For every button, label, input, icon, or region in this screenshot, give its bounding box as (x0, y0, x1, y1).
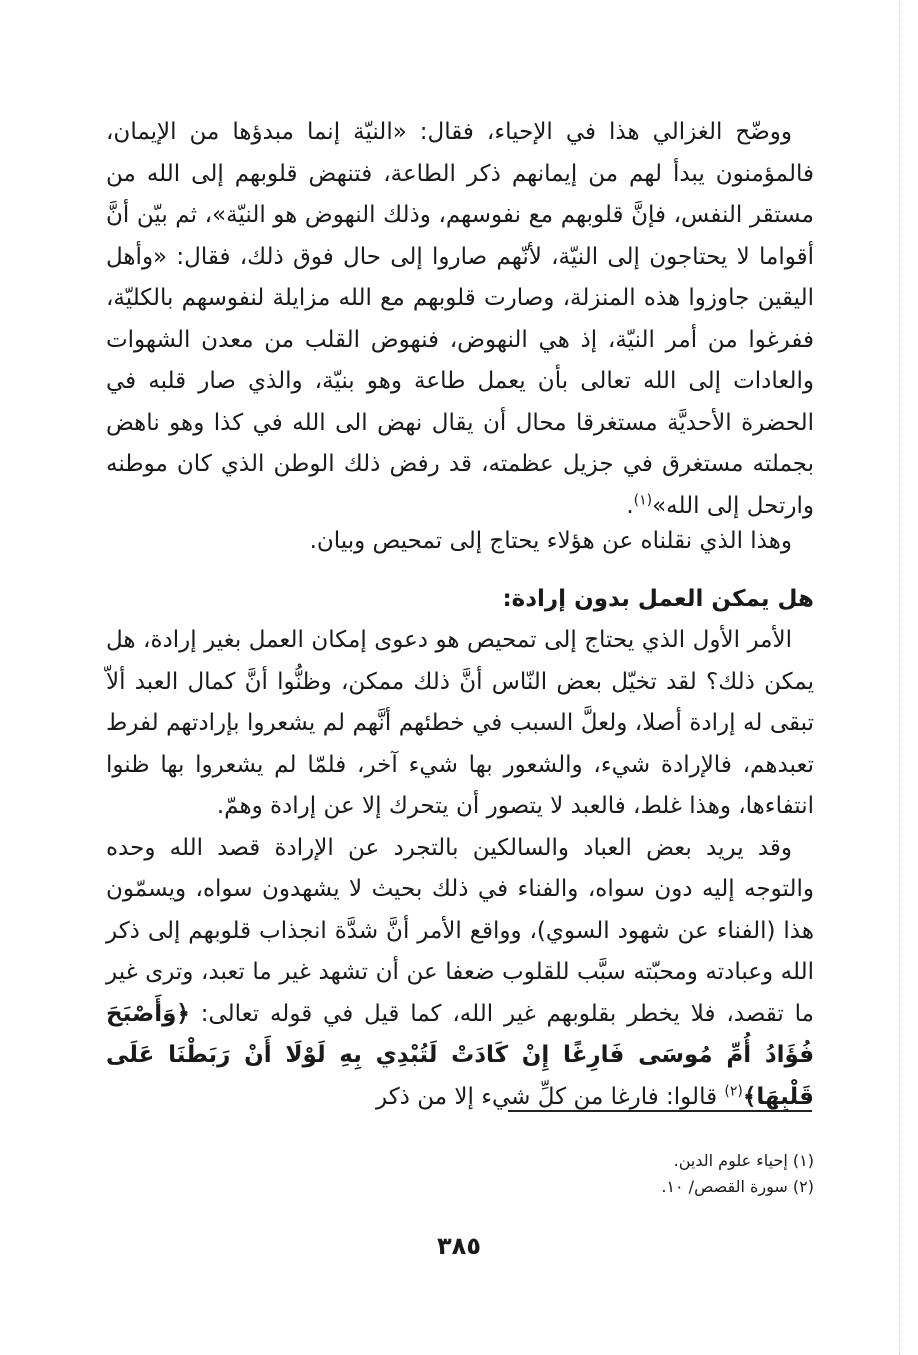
footnote-ref-1: (١) (633, 491, 653, 508)
paragraph-ghazali-quote (106, 112, 814, 527)
paragraph-fana (106, 828, 814, 1119)
paragraph-end: . (626, 492, 634, 519)
footnotes (661, 1148, 814, 1200)
scan-margin-guide (899, 0, 900, 1355)
paragraph-will-claim: الأمر الأول الذي يحتاج إلى تمحيص هو دعوى إمكان العمل بغير إرادة، هل يمكن ذلك؟ لقد تخيّل بعض النّاس أنَّ ذلك ممكن، وظنُّوا أنَّ كمال العبد ألاّ تبقى له إرادة أصلا، ولعلَّ السبب في خطئهم أنَّهم لم يشعروا بإرادتهم لفرط تعبدهم، فالإرادة شيء، والشعور بها شيء آخر، فلمّا لم يشعروا بها ظنوا انتفاءها، وهذا غلط، فالعبد لا يتصور أن يتحرك إلا عن إرادة وهمّ. (106, 627, 814, 819)
footnote-divider (508, 1110, 812, 1112)
section-heading: هل يمكن العمل بدون إرادة: (502, 585, 814, 612)
footnote-1: (١) إحياء علوم الدين. (673, 1151, 814, 1170)
quran-verse: ﴿وَأَصْبَحَ فُؤَادُ أُمِّ مُوسَى فَارِغًا إِنْ كَادَتْ لَتُبْدِي بِهِ لَوْلَا أَنْ رَبَطْنَا عَلَى قَلْبِهَا﴾ (106, 1000, 814, 1110)
page-number: ٣٨٥ (437, 1232, 481, 1260)
paragraph-text: ووضّح الغزالي هذا في الإحياء، فقال: «النيّة إنما مبدؤها من الإيمان، فالمؤمنون يبدأ لهم من إيمانهم ذكر الطاعة، فتنهض قلوبهم إلى الله من مستقر النفس، فإنَّ قلوبهم مع نفوسهم، وذلك النهوض هو النيّة»، ثم بيّن أنَّ أقواما لا يحتاجون إلى النيّة، لأنّهم صاروا إلى حال فوق ذلك، فقال: «وأهل اليقين جاوزوا هذه المنزلة، وصارت قلوبهم مع الله مزايلة لنفوسهم بالكليّة، ففرغوا من أمر النيّة، إذ هي النهوض، فنهوض القلب من معدن الشهوات والعادات إلى الله تعالى بأن يعمل طاعة وهو بنيّة، والذي صار قلبه في الحضرة الأحديَّة مستغرقا محال أن يقال نهض الى الله في كذا وهو ناهض بجملته مستغرق في جزيل عظمته، قد رفض ذلك الوطن الذي كان موطنه وارتحل إلى الله» (106, 119, 814, 519)
main-text (106, 112, 814, 1118)
footnote-ref-2: (٢) (724, 1082, 743, 1099)
paragraph-needs-examination: وهذا الذي نقلناه عن هؤلاء يحتاج إلى تمحيص وبيان. (309, 528, 792, 554)
paragraph-text: وقد يريد بعض العباد والسالكين بالتجرد عن الإرادة قصد الله وحده والتوجه إليه دون سواه، والفناء في ذلك بحيث لا يشهدون سواه، ويسمّون هذا (الفناء عن شهود السوي)، وواقع الأمر أنَّ شدَّة انجذاب قلوبهم إلى ذكر الله وعبادته ومحبّته سبَّب للقلوب ضعفا عن أن تشهد غير ما تعبد، وترى غير ما تقصد، فلا يخطر بقلوبهم غير الله، كما قيل في قوله تعالى: (106, 834, 814, 1027)
paragraph-text-end: قالوا: فارغا من كلِّ شيء إلا من ذكر (376, 1083, 718, 1110)
footnote-2: (٢) سورة القصص/ ١٠. (661, 1177, 814, 1196)
